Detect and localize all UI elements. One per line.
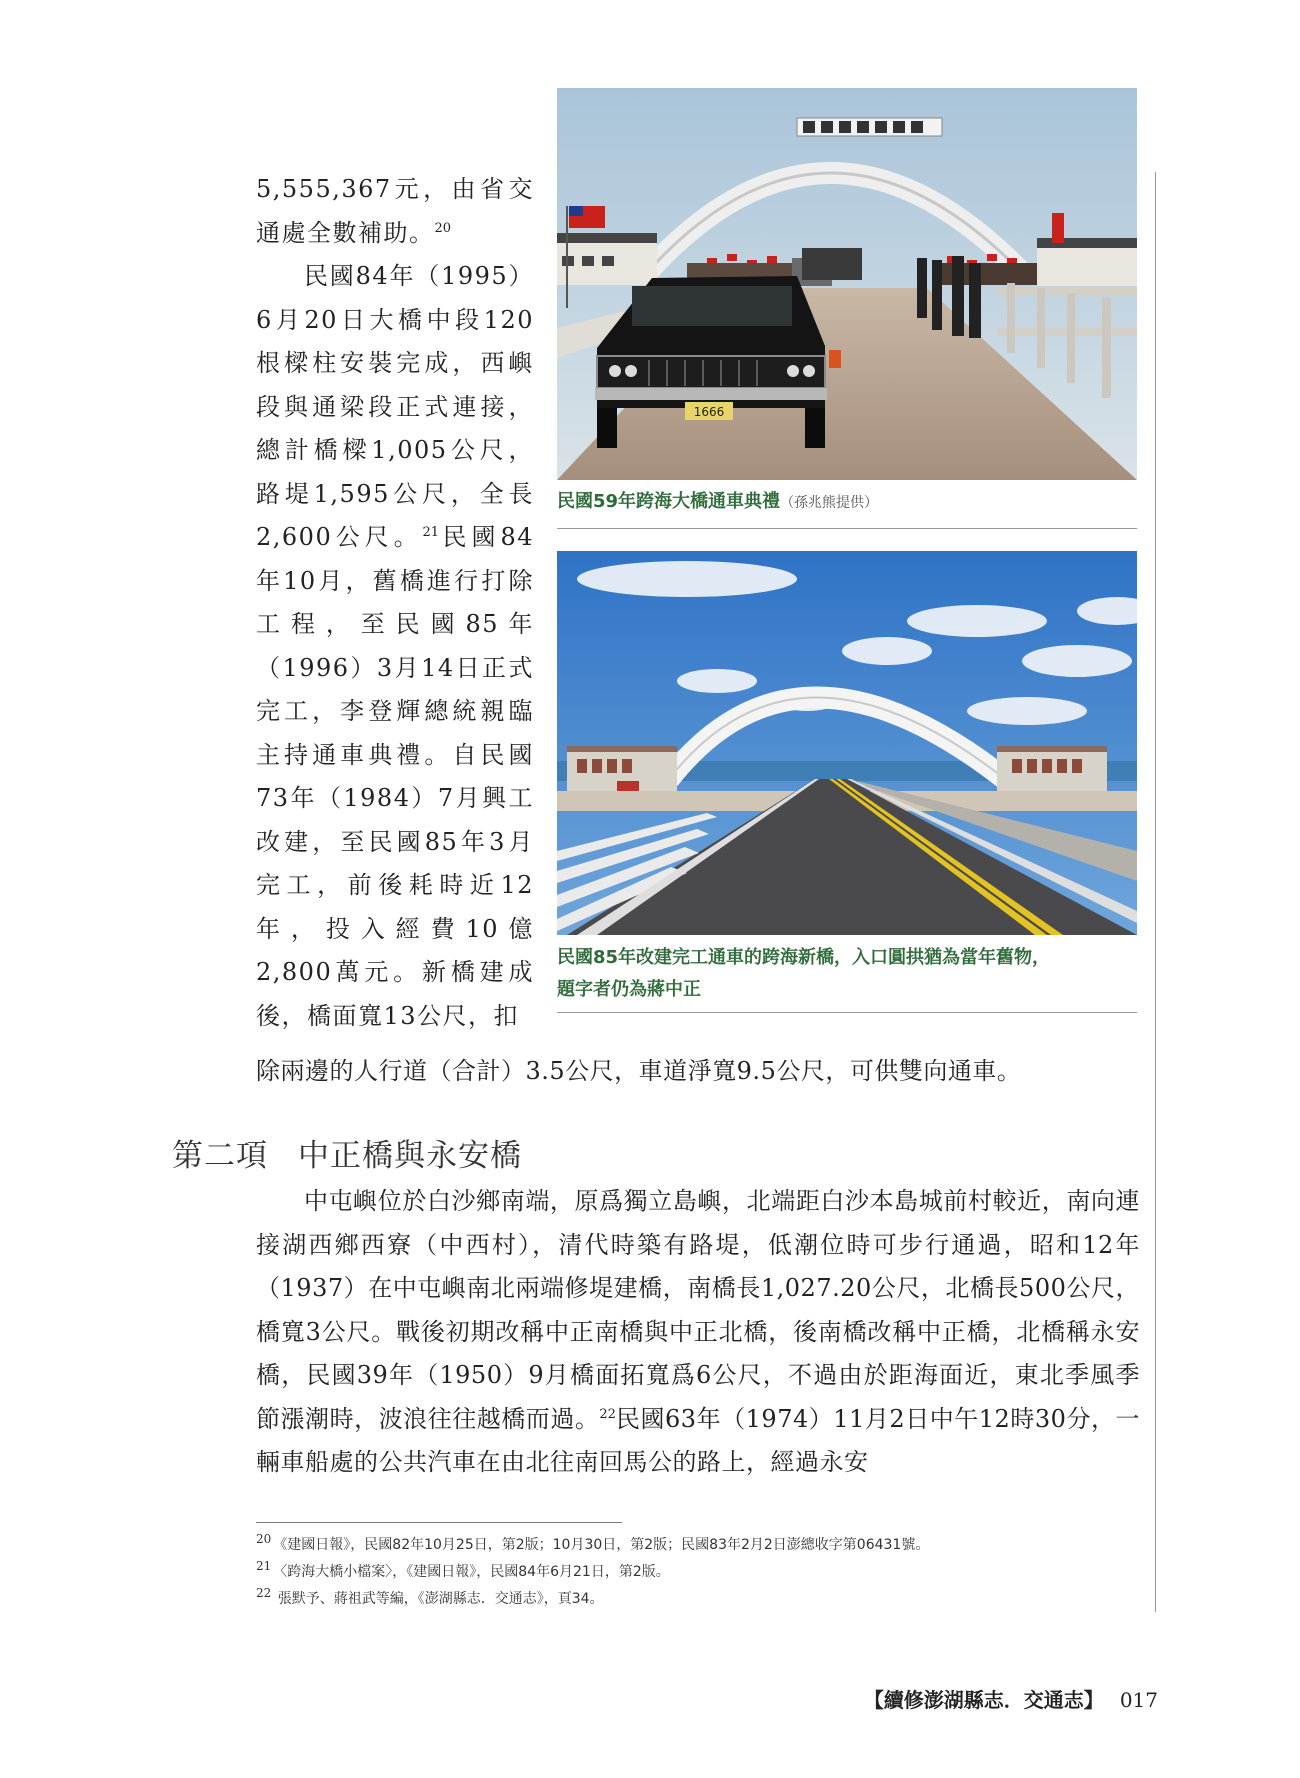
vertical-rule [1155,172,1156,1612]
left-column-text [256,168,534,1038]
footnote-ref-20[interactable]: 20 [434,220,452,236]
caption-rule [557,528,1137,529]
photo-credit: （孫兆熊提供） [780,495,879,511]
section-heading [172,1130,522,1175]
photo-caption-2: 民國85年改建完工通車的跨海新橋，入口圓拱猶為當年舊物， 題字者仍為蔣中正 [557,947,1051,1000]
photo-opening-ceremony-1970 [557,88,1137,480]
section-title: 中正橋與永安橋 [298,1138,522,1174]
section-body [256,1180,1140,1485]
paragraph-continuation: 5,555,367元，由省交通處全數補助。$^{20}$ [256,175,534,247]
footnote-rule [256,1522,622,1523]
page-number: 017 [1119,1688,1158,1712]
footnote-20: $^{20}$ 《建國日報》，民國82年10月25日，第2版；10月30日，第2版；民國83年2月2日澎總收字第06431號。 [256,1532,930,1553]
footnotes [256,1532,1140,1613]
paragraph-bridge-completion: 民國84年（1995）6月20日大橋中段120根樑柱安裝完成，西嶼段與通梁段正式連接，總計橋樑1,005公尺，路堤1,595公尺，全長2,600公尺。$^{21}$民國84年10月，舊橋進行打除工程，至民國85年（1996）3月14日正式完工，李登輝總統親臨主持通車典禮。自民國73年（1984）7月興工改建，至民國85年3月完工，前後耗時近12年，投入經費10億2,800萬元。新橋建成後，橋面寬13公尺，扣 [256,262,534,1030]
footnote-21: $^{21}$ 〈跨海大橋小檔案〉，《建國日報》，民國84年6月21日，第2版。 [256,1559,670,1580]
footnote-ref-21[interactable]: 21 [422,525,440,540]
paragraph-zhongtun: 中屯嶼位於白沙鄉南端，原爲獨立島嶼，北端距白沙本島城前村較近，南向連接湖西鄉西寮（中西村），清代時築有路堤，低潮位時可步行通過，昭和12年（1937）在中屯嶼南北兩端修堤建橋，南橋長1,027.20公尺，北橋長500公尺，橋寬3公尺。戰後初期改稱中正南橋與中正北橋，後南橋改稱中正橋，北橋稱永安橋，民國39年（1950）9月橋面拓寬爲6公尺，不過由於距海面近，東北季風季節漲潮時，波浪往往越橋而過。$^{22}$民國63年（1974）11月2日中午12時30分，一輛車船處的公共汽車在由北往南回馬公的路上，經過永安 [256,1187,1140,1476]
caption-rule-2 [557,1012,1137,1013]
license-plate: 1666 [693,405,725,419]
running-footer [864,1684,1158,1713]
photo-new-bridge-1996 [557,551,1137,935]
footnote-ref-22[interactable]: 22 [599,1406,616,1422]
full-width-line: 除兩邊的人行道（合計）3.5公尺，車道淨寬9.5公尺，可供雙向通車。 [256,1057,1022,1085]
book-title: 【續修澎湖縣志．交通志】 [863,1688,1104,1712]
section-number: 第二項 [172,1138,268,1174]
photo-caption-1: 民國59年跨海大橋通車典禮（孫兆熊提供） [557,491,879,512]
footnote-22: $^{22}$ 張默予、蔣祖武等編，《澎湖縣志．交通志》，頁34。 [256,1586,604,1607]
